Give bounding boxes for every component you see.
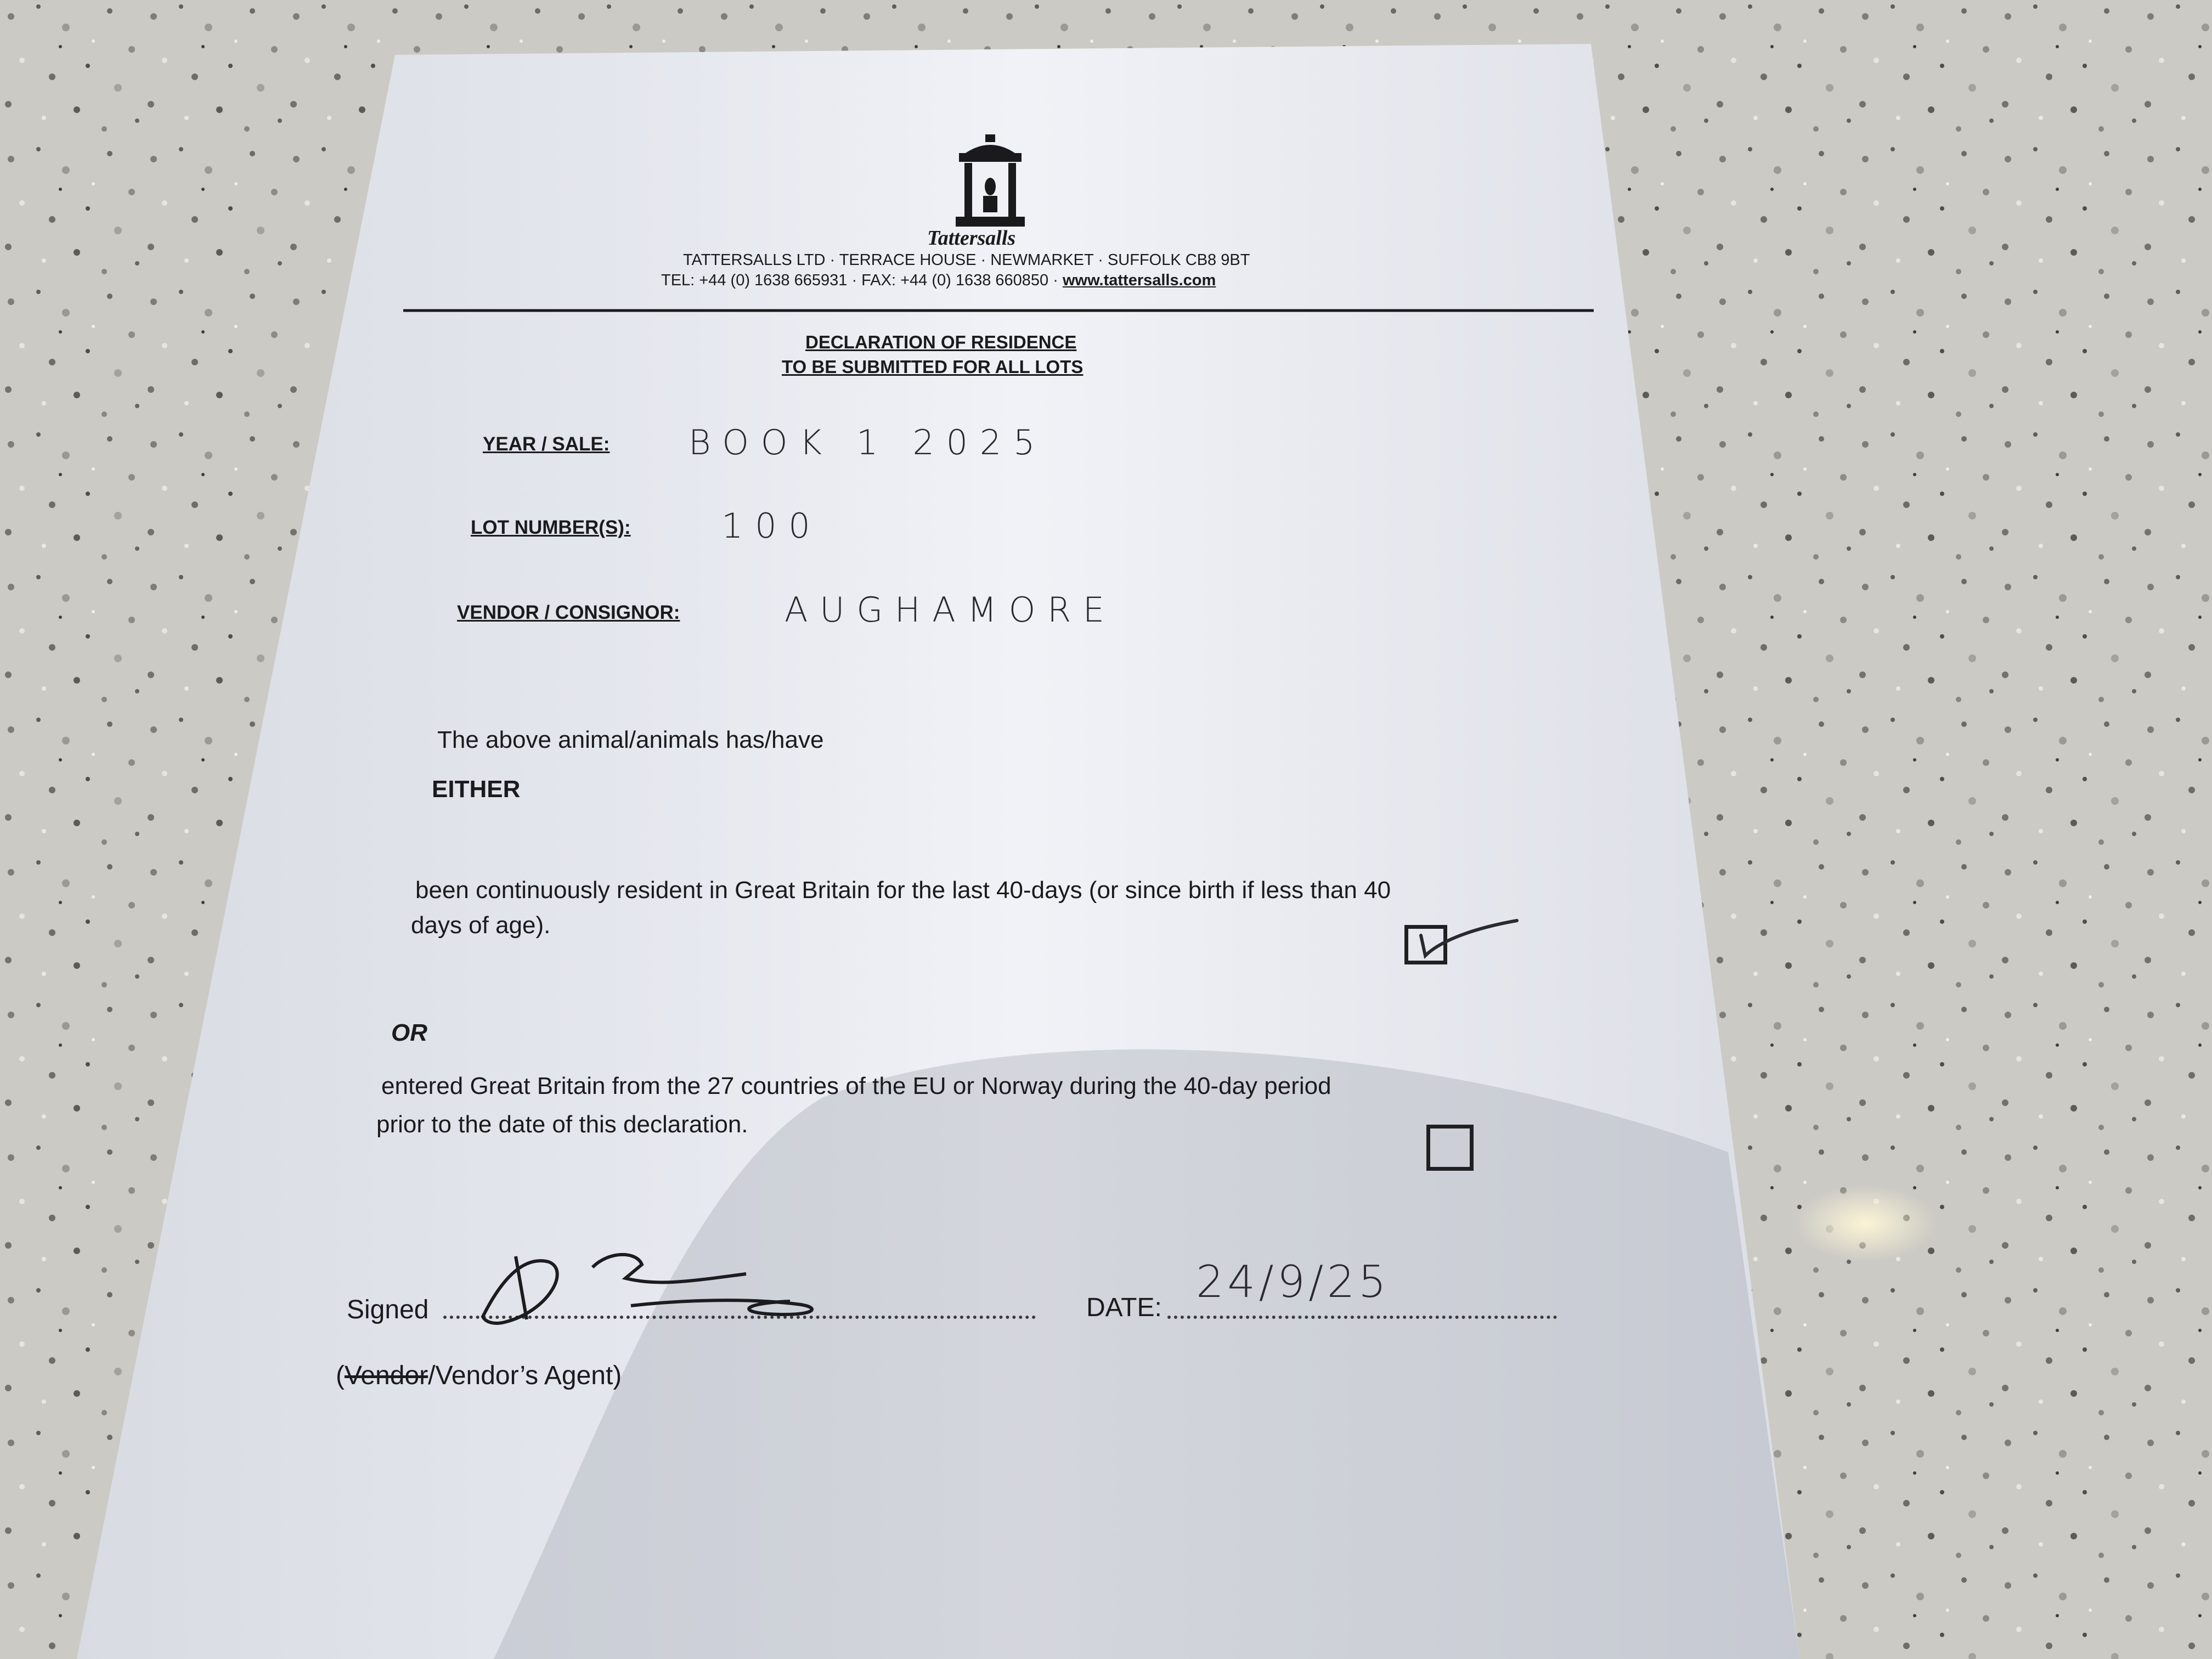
handwritten-signature[interactable] — [461, 1240, 911, 1333]
option2-checkbox[interactable] — [1426, 1125, 1474, 1171]
vendor-consignor-value[interactable]: AUGHAMORE — [785, 590, 1116, 630]
tattersalls-logo-icon — [949, 134, 1031, 228]
signatory-open-paren: ( — [336, 1361, 345, 1390]
form-subtitle: TO BE SUBMITTED FOR ALL LOTS — [782, 357, 1084, 377]
option2-text-line1: entered Great Britain from the 27 countries of the EU or Norway during the 40-day period — [381, 1073, 1331, 1099]
company-website-link[interactable]: www.tattersalls.com — [1062, 272, 1216, 289]
option2-text-line2: prior to the date of this declaration. — [376, 1111, 748, 1138]
lot-number-label: LOT NUMBER(S): — [471, 517, 631, 538]
signed-label: Signed — [347, 1295, 429, 1324]
date-line — [1167, 1316, 1557, 1319]
year-sale-value[interactable]: BOOK 1 2025 — [689, 422, 1047, 462]
signatory-struck-vendor: Vendor — [344, 1361, 428, 1390]
contact-phone-fax: TEL: +44 (0) 1638 665931 · FAX: +44 (0) 1638 660850 · — [661, 272, 1063, 289]
signatory-role — [336, 1361, 622, 1391]
signatory-agent: /Vendor’s Agent) — [428, 1361, 622, 1390]
intro-text: The above animal/animals has/have — [437, 726, 824, 753]
option1-text-line1: been continuously resident in Great Britain for the last 40-days (or since birth if less than 40 — [415, 877, 1391, 904]
lot-number-value[interactable]: 100 — [721, 506, 822, 546]
either-label: EITHER — [432, 776, 521, 803]
date-label: DATE: — [1086, 1293, 1162, 1322]
year-sale-label: YEAR / SALE: — [483, 433, 610, 455]
date-value[interactable]: 24/9/25 — [1196, 1256, 1390, 1307]
or-label: OR — [391, 1019, 427, 1046]
company-address: TATTERSALLS LTD · TERRACE HOUSE · NEWMARKET · SUFFOLK CB8 9BT — [683, 251, 1250, 269]
company-contact — [661, 272, 1216, 290]
checkmark-icon — [1404, 911, 1525, 971]
form-title: DECLARATION OF RESIDENCE — [805, 332, 1077, 352]
vendor-consignor-label: VENDOR / CONSIGNOR: — [457, 602, 680, 623]
option1-text-line2: days of age). — [411, 912, 551, 939]
company-name: Tattersalls — [927, 227, 1016, 250]
